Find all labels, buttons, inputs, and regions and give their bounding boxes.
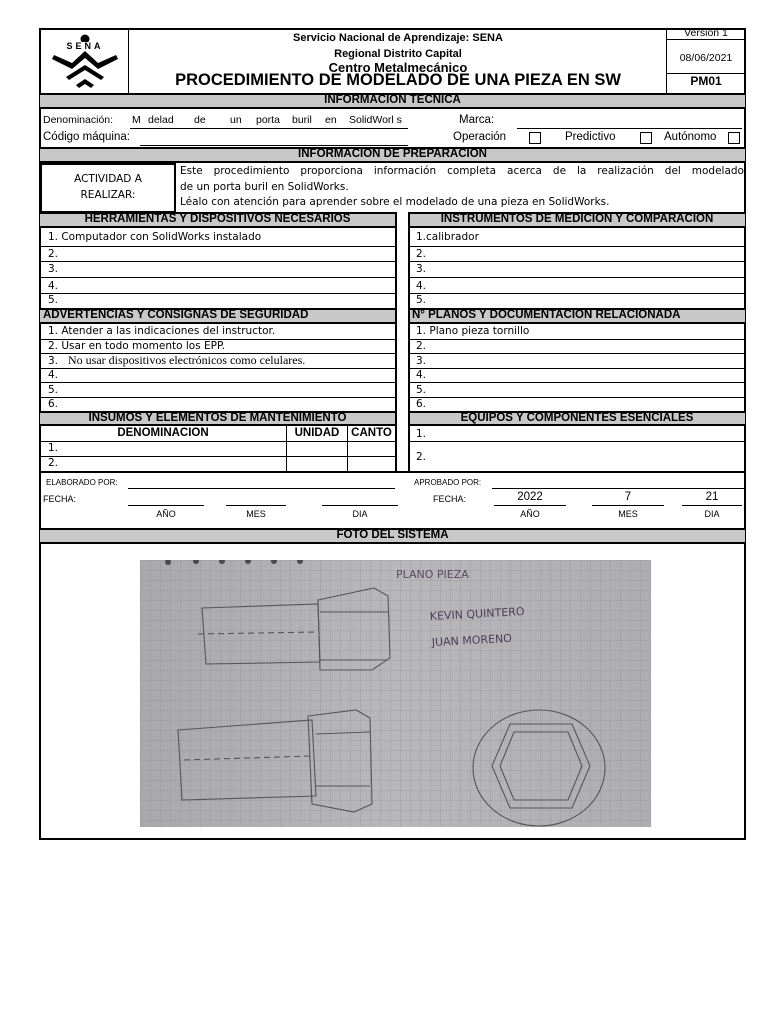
tools-item: 5.: [48, 294, 59, 306]
denominacion-value[interactable]: [130, 114, 408, 129]
elaborado-month-field[interactable]: [226, 494, 286, 506]
activity-description-line-1: Este procedimiento proporciona información completa acerca de la realización del modelado: [180, 165, 744, 177]
activity-label-box: [40, 163, 176, 213]
plans-row-line: [409, 368, 745, 369]
supplies-right-border: [395, 411, 397, 472]
elaborado-por-field[interactable]: [128, 478, 395, 489]
autonomo-checkbox[interactable]: [728, 132, 740, 144]
plans-row-line: [409, 382, 745, 383]
sketch-title: PLANO PIEZA: [396, 568, 469, 581]
predictivo-checkbox[interactable]: [640, 132, 652, 144]
denominacion-label: Denominación:: [43, 114, 114, 126]
operacion-checkbox[interactable]: [529, 132, 541, 144]
version-date: 08/06/2021: [679, 52, 733, 64]
aprobado-year-value: 2022: [517, 491, 543, 503]
tools-row-line: [40, 261, 395, 262]
instruments-item: 1.calibrador: [416, 231, 479, 243]
tools-row-line: [40, 293, 395, 294]
elaborado-year-field[interactable]: [128, 494, 204, 506]
plans-row-line: [409, 353, 745, 354]
section-bottom-line: [40, 471, 745, 473]
warnings-row-line: [40, 382, 395, 383]
aprobado-por-field[interactable]: [492, 478, 745, 489]
elaborado-por-label: ELABORADO POR:: [46, 478, 118, 487]
document-code: PM01: [690, 74, 722, 88]
plans-item: 4.: [416, 369, 427, 381]
codigo-maquina-label: Código máquina:: [43, 131, 130, 143]
warnings-row-line: [40, 368, 395, 369]
denominacion-word: M: [132, 114, 141, 126]
aprobado-year-label: AÑO: [520, 509, 540, 519]
tools-heading: HERRAMIENTAS Y DISPOSITIVOS NECESARIOS: [40, 212, 395, 228]
supplies-row-line: [40, 456, 395, 457]
tools-item: 1. Computador con SolidWorks instalado: [48, 231, 262, 243]
header-institution: Servicio Nacional de Aprendizaje: SENA: [293, 32, 503, 44]
elaborado-day-label: DIA: [352, 509, 368, 519]
denominacion-word: delad: [148, 114, 174, 126]
elaborado-month-label: MES: [246, 509, 266, 519]
warnings-row-line: [40, 397, 395, 398]
equipment-item: 2.: [416, 451, 427, 463]
activity-description-line-3: Léalo con atención para aprender sobre el modelado de una pieza en SolidWorks.: [180, 196, 610, 208]
tools-item: 3.: [48, 263, 59, 275]
instruments-heading: INSTRUMENTOS DE MEDICION Y COMPARACION: [409, 212, 745, 228]
instruments-item: 2.: [416, 248, 427, 260]
aprobado-day-label: DIA: [704, 509, 720, 519]
aprobado-year-field[interactable]: [494, 492, 566, 506]
denominacion-word: de: [194, 114, 206, 126]
instruments-item: 5.: [416, 294, 427, 306]
tools-row-line: [40, 246, 395, 247]
warnings-heading: ADVERTENCIAS Y CONSIGNAS DE SEGURIDAD: [40, 308, 395, 324]
denominacion-word: porta: [256, 114, 280, 126]
tech-info-heading: INFORMACION TECNICA: [40, 93, 745, 109]
supplies-col-divider: [286, 426, 287, 472]
warnings-item: 5.: [48, 384, 59, 396]
warnings-item: 2. Usar en todo momento los EPP.: [48, 340, 226, 352]
instruments-item: 3.: [416, 263, 427, 275]
denominacion-word: en: [325, 114, 337, 126]
elaborado-year-label: AÑO: [156, 509, 176, 519]
predictivo-label: Predictivo: [565, 131, 616, 143]
codigo-maquina-field[interactable]: [140, 131, 408, 146]
sena-logo-text: SENA: [50, 42, 120, 51]
elaborado-fecha-label: FECHA:: [43, 494, 77, 504]
aprobado-day-value: 21: [705, 491, 719, 503]
warnings-right-border: [395, 308, 397, 412]
denominacion-word: un: [230, 114, 242, 126]
plans-item: 3.: [416, 355, 427, 367]
denominacion-word: buril: [292, 114, 312, 126]
warnings-item-3-text: No usar dispositivos electrónicos como celulares.: [68, 353, 306, 367]
activity-label-line-1: ACTIVIDAD A: [74, 173, 142, 185]
operacion-label: Operación: [453, 131, 507, 143]
aprobado-month-label: MES: [618, 509, 638, 519]
photo-heading: FOTO DEL SISTEMA: [40, 528, 745, 544]
instruments-item: 4.: [416, 280, 427, 292]
supplies-item: 1.: [48, 442, 59, 454]
tools-row-line: [40, 277, 395, 278]
aprobado-day-field[interactable]: [682, 492, 742, 506]
prep-info-heading: INFORMACION DE PREPARACION: [40, 147, 745, 163]
supplies-col-divider: [347, 426, 348, 472]
aprobado-month-field[interactable]: [592, 492, 664, 506]
plans-item: 6.: [416, 398, 427, 410]
header-divider-left: [128, 29, 129, 93]
activity-label-line-2: REALIZAR:: [80, 189, 136, 201]
warnings-row-line: [40, 339, 395, 340]
tools-right-border: [395, 212, 397, 308]
warnings-item: 6.: [48, 398, 59, 410]
supplies-col-denominacion: DENOMINACION: [117, 427, 209, 439]
version-label: Version 1: [684, 27, 728, 39]
instruments-row-line: [409, 261, 745, 262]
supplies-col-unidad: UNIDAD: [294, 427, 340, 439]
instruments-row-line: [409, 277, 745, 278]
plans-item: 5.: [416, 384, 427, 396]
warnings-item: 4.: [48, 369, 59, 381]
plans-heading: N° PLANOS Y DOCUMENTACION RELACIONADA: [409, 308, 745, 324]
aprobado-fecha-label: FECHA:: [433, 494, 467, 504]
page-title: PROCEDIMIENTO DE MODELADO DE UNA PIEZA EN SW: [175, 71, 621, 89]
tools-item: 4.: [48, 280, 59, 292]
plans-item: 2.: [416, 340, 427, 352]
sketch-name-2: JUAN MORENO: [431, 631, 513, 649]
plans-item: 1. Plano pieza tornillo: [416, 325, 530, 337]
header-center: Centro Metalmecánico: [328, 60, 468, 75]
warnings-item: 1. Atender a las indicaciones del instructor.: [48, 325, 276, 337]
instruments-row-line: [409, 293, 745, 294]
elaborado-day-field[interactable]: [322, 494, 398, 506]
header-regional: Regional Distrito Capital: [334, 48, 462, 60]
denominacion-word: SolidWorl s: [349, 114, 402, 126]
supplies-heading: INSUMOS Y ELEMENTOS DE MANTENIMIENTO: [40, 411, 395, 426]
equipment-row-line: [409, 441, 745, 442]
marca-label: Marca:: [459, 114, 495, 126]
aprobado-por-label: APROBADO POR:: [414, 478, 482, 487]
equipment-heading: EQUIPOS Y COMPONENTES ESENCIALES: [409, 411, 745, 426]
activity-description-line-2: de un porta buril en SolidWorks.: [180, 181, 349, 193]
plans-row-line: [409, 397, 745, 398]
header-divider-version: [666, 39, 746, 40]
equipment-item: 1.: [416, 428, 427, 440]
aprobado-month-value: 7: [624, 491, 632, 503]
instruments-row-line: [409, 246, 745, 247]
supplies-col-cantidad: CANTO: [351, 427, 392, 439]
warnings-row-line: [40, 353, 395, 354]
system-photo: [140, 560, 651, 827]
supplies-row-line: [40, 441, 395, 442]
warnings-item: 3.: [48, 355, 59, 367]
tools-item: 2.: [48, 248, 59, 260]
supplies-item: 2.: [48, 457, 59, 469]
sketch-name-1: KEVIN QUINTERO: [429, 605, 525, 623]
plans-row-line: [409, 339, 745, 340]
marca-field[interactable]: [517, 114, 742, 129]
autonomo-label: Autónomo: [664, 131, 717, 143]
